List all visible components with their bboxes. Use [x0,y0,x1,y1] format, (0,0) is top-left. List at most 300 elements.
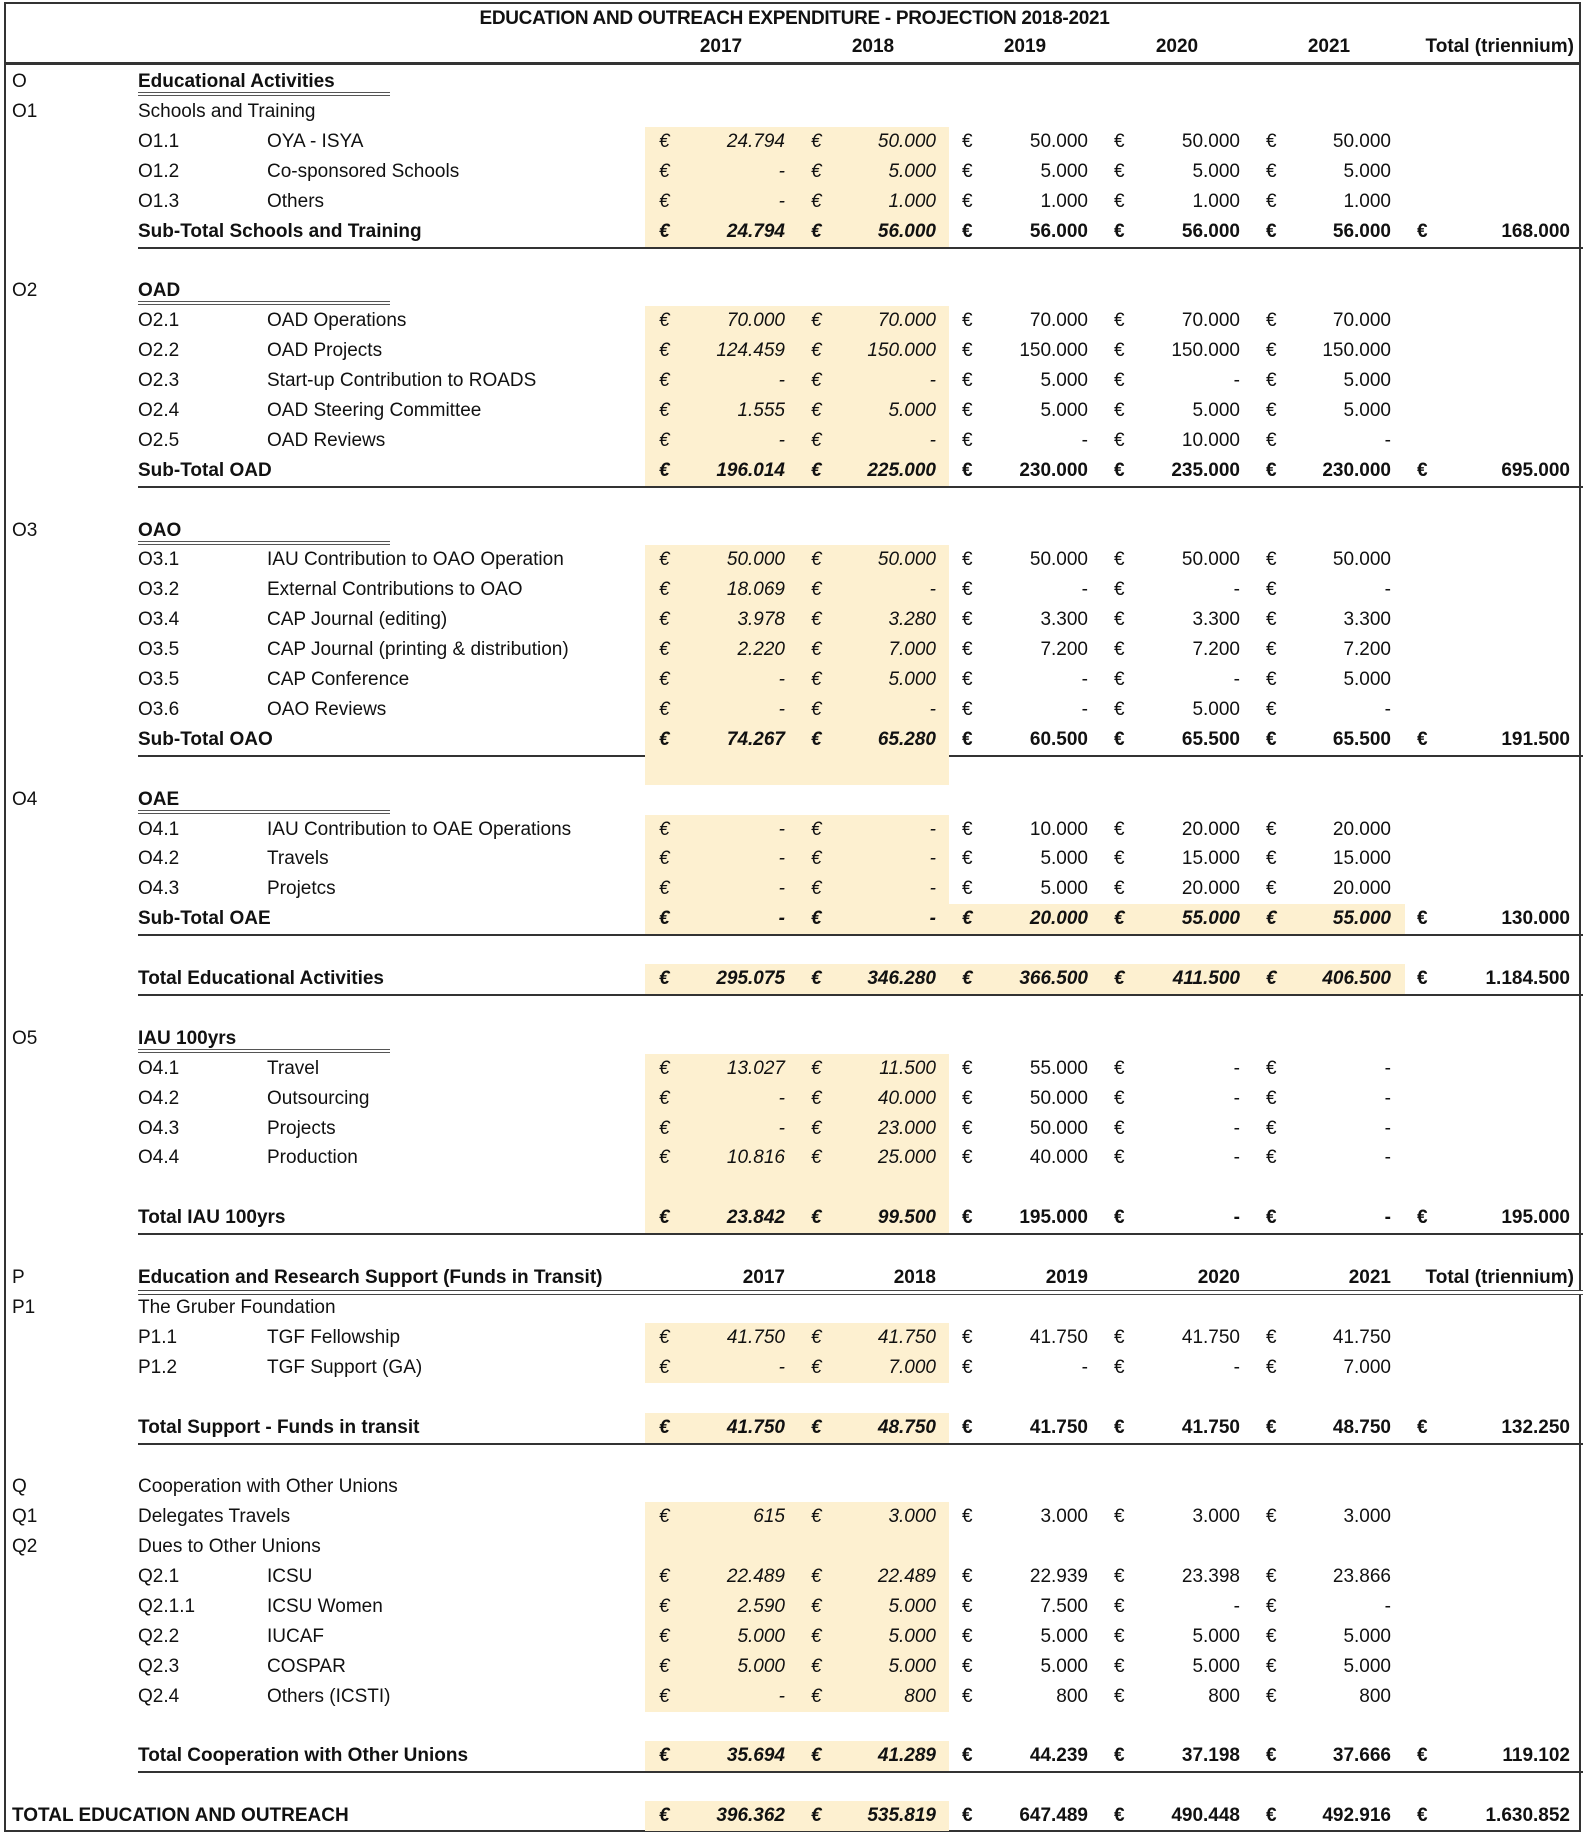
value-2018: - [929,818,936,840]
euro-sign: € [1114,549,1125,571]
value-2021: 41.750 [1332,1326,1391,1348]
value-2017: 23.842 [726,1207,785,1229]
column-header-2018: 2018 [851,36,895,57]
euro-sign: € [962,1416,973,1438]
euro-sign: € [1266,1356,1277,1378]
row-label: IAU Contribution to OAO Operation [267,549,564,571]
euro-sign: € [1266,669,1277,690]
value-2018: 65.280 [877,728,936,750]
value-2020: - [1233,1117,1240,1139]
value-2018: 41.750 [877,1326,936,1348]
value-2017: 196.014 [716,459,785,481]
value-2019: 5.000 [1040,1655,1088,1677]
total-header: Total (triennium) [1425,1267,1574,1288]
euro-sign: € [1266,1805,1277,1827]
value-2020: 10.000 [1181,429,1240,451]
value-2019: 5.000 [1040,399,1088,421]
row-code: Q1 [12,1506,38,1528]
table-row-item [0,306,1589,336]
row-subcode: O3.6 [138,698,180,720]
value-2018: 5.000 [888,1655,936,1677]
value-2018: 1.000 [888,190,936,212]
row-label: CAP Conference [267,669,410,690]
euro-sign: € [1417,1805,1428,1827]
triennium-total: 130.000 [1501,908,1570,930]
row-code: O1 [12,100,38,122]
value-2017: - [778,370,785,391]
euro-sign: € [962,1805,973,1827]
euro-sign: € [962,1057,973,1079]
value-2017: 124.459 [716,340,785,362]
value-2021: - [1384,1117,1391,1139]
value-2018: 3.000 [888,1506,936,1528]
euro-sign: € [1266,818,1277,840]
value-2018: 70.000 [877,310,936,332]
value-2021: 492.916 [1322,1805,1391,1827]
euro-sign: € [1114,1506,1125,1528]
row-label: Travels [267,848,329,870]
euro-sign: € [1266,908,1277,930]
column-header-2019: 2019 [1003,36,1047,57]
euro-sign: € [811,160,822,182]
euro-sign: € [659,579,670,601]
value-2020: 490.448 [1171,1805,1240,1827]
row-label [138,71,390,96]
euro-sign: € [659,220,670,242]
row-label: TGF Support (GA) [267,1356,423,1378]
euro-sign: € [1266,1416,1277,1438]
value-2020: 15.000 [1181,848,1240,870]
euro-sign: € [962,908,973,930]
value-2018: 7.000 [888,639,936,661]
euro-sign: € [659,310,670,332]
value-2021: 3.000 [1343,1506,1391,1528]
table-row-section [0,67,1589,97]
euro-sign: € [1114,1685,1125,1707]
table-row-item [0,1084,1589,1114]
value-2017: 35.694 [726,1745,785,1767]
value-2021: 20.000 [1332,878,1391,900]
value-2017: 22.489 [726,1566,785,1587]
value-2019: 5.000 [1040,848,1088,870]
value-2020: - [1233,1087,1240,1109]
euro-sign: € [962,579,973,601]
header-divider [4,62,1581,65]
row-label: Projects [267,1117,336,1139]
value-2018: 99.500 [877,1207,936,1229]
row-label: OYA - ISYA [267,130,364,152]
euro-sign: € [1266,1566,1277,1587]
table-row-blank [0,934,1589,964]
value-2017: - [778,1685,785,1707]
value-2019: 150.000 [1019,340,1088,362]
row-label: Delegates Travels [138,1506,291,1528]
euro-sign: € [1114,1416,1125,1438]
table-row-item [0,665,1589,695]
row-label: OAD Reviews [267,429,386,451]
value-2019: 44.239 [1029,1745,1088,1767]
euro-sign: € [1114,1745,1125,1767]
euro-sign: € [811,908,822,930]
value-2018: - [929,579,936,601]
euro-sign: € [962,310,973,332]
euro-sign: € [659,1057,670,1079]
row-label: TGF Fellowship [267,1326,401,1348]
euro-sign: € [659,818,670,840]
euro-sign: € [1114,1207,1125,1229]
value-2020: 5.000 [1192,1625,1240,1647]
value-2017: 5.000 [737,1655,785,1677]
euro-sign: € [811,1326,822,1348]
euro-sign: € [1114,1625,1125,1647]
euro-sign: € [811,190,822,212]
value-2021: 7.000 [1343,1356,1391,1378]
value-2019: 230.000 [1019,459,1088,481]
euro-sign: € [1266,579,1277,601]
euro-sign: € [811,818,822,840]
value-2017: 396.362 [716,1805,785,1827]
row-label: Total IAU 100yrs [138,1207,286,1229]
table-row-group [0,97,1589,127]
euro-sign: € [659,130,670,152]
euro-sign: € [1114,310,1125,332]
row-subcode: Q2.2 [138,1625,180,1647]
euro-sign: € [1114,130,1125,152]
row-label [138,520,390,545]
value-2021: 230.000 [1322,459,1391,481]
table-row-item [0,605,1589,635]
euro-sign: € [811,1207,822,1229]
euro-sign: € [1114,728,1125,750]
value-2020: 5.000 [1192,698,1240,720]
value-2020: 3.300 [1192,609,1240,631]
euro-sign: € [659,1595,670,1617]
table-row-item [0,127,1589,157]
value-2021: - [1384,1147,1391,1169]
row-label: Schools and Training [138,100,316,122]
row-subcode: Q2.4 [138,1685,180,1707]
value-2021: 50.000 [1332,549,1391,571]
euro-sign: € [1266,878,1277,900]
row-label: Sub-Total OAE [138,908,271,930]
value-2017: - [778,160,785,182]
section-heading: OAE [138,790,390,814]
value-2017: 70.000 [726,310,785,332]
value-2018: 50.000 [877,549,936,571]
euro-sign: € [811,429,822,451]
row-code: Q [12,1476,27,1498]
value-2017: 3.978 [737,609,785,631]
euro-sign: € [962,728,973,750]
table-row-blank [0,1771,1589,1801]
value-2017: 5.000 [737,1625,785,1647]
value-2017: - [778,1087,785,1109]
euro-sign: € [962,1356,973,1378]
value-2021: 3.300 [1343,609,1391,631]
euro-sign: € [659,340,670,362]
table-row-blank [0,246,1589,276]
table-row-item [0,1353,1589,1383]
value-2018: 48.750 [877,1416,936,1438]
euro-sign: € [962,1595,973,1617]
value-2019: 5.000 [1040,370,1088,391]
value-2020: 50.000 [1181,549,1240,571]
row-subcode: O3.5 [138,669,180,690]
value-2018: 23.000 [877,1117,936,1139]
row-code: P [12,1267,25,1288]
euro-sign: € [1114,1057,1125,1079]
value-2017: 50.000 [726,549,785,571]
triennium-total: 119.102 [1502,1745,1570,1767]
value-2017: 24.794 [726,130,785,152]
table-row-item [0,1652,1589,1682]
value-2021: - [1384,579,1391,601]
euro-sign: € [811,579,822,601]
euro-sign: € [659,848,670,870]
row-label: CAP Journal (editing) [267,609,448,631]
table-row-group [0,1472,1589,1502]
value-2017: - [778,848,785,870]
euro-sign: € [1114,190,1125,212]
value-2018: 3.280 [888,609,936,631]
euro-sign: € [962,549,973,571]
value-2019: 1.000 [1040,190,1088,212]
row-subcode: O1.3 [138,190,180,212]
triennium-total: 195.000 [1501,1207,1570,1229]
euro-sign: € [659,1416,670,1438]
value-2019: 7.200 [1040,639,1088,661]
value-2020: - [1233,370,1240,391]
euro-sign: € [1114,609,1125,631]
row-code: O [12,71,27,92]
triennium-total: 168.000 [1501,220,1570,242]
euro-sign: € [1114,429,1125,451]
column-header-2017: 2017 [699,36,743,57]
euro-sign: € [1417,968,1428,989]
euro-sign: € [1266,549,1277,571]
euro-sign: € [1266,1506,1277,1528]
value-2019: 55.000 [1029,1057,1088,1079]
euro-sign: € [1114,1356,1125,1378]
value-2019: 195.000 [1019,1207,1088,1229]
euro-sign: € [811,968,822,989]
table-row-blank [0,486,1589,516]
euro-sign: € [962,968,973,989]
euro-sign: € [1417,459,1428,481]
euro-sign: € [811,370,822,391]
value-2018: 225.000 [867,459,936,481]
triennium-total: 1.184.500 [1485,968,1570,989]
euro-sign: € [1114,1326,1125,1348]
euro-sign: € [659,370,670,391]
euro-sign: € [1114,1087,1125,1109]
euro-sign: € [659,968,670,989]
row-code: O5 [12,1027,38,1049]
value-2021: 5.000 [1343,160,1391,182]
row-subcode: O2.4 [138,399,180,421]
value-2017: - [778,908,785,930]
row-code: O3 [12,519,38,541]
euro-sign: € [962,878,973,900]
row-subcode: O2.1 [138,310,180,332]
euro-sign: € [1266,1087,1277,1109]
row-label [138,789,390,814]
euro-sign: € [811,1087,822,1109]
euro-sign: € [1266,698,1277,720]
euro-sign: € [1114,1117,1125,1139]
table-row-subtotal [0,1413,1589,1443]
value-2019: 7.500 [1040,1595,1088,1617]
row-label: TOTAL EDUCATION AND OUTREACH [12,1805,349,1827]
value-2020: 23.398 [1181,1566,1240,1587]
value-2019: 50.000 [1029,549,1088,571]
euro-sign: € [811,1655,822,1677]
euro-sign: € [1266,1207,1277,1229]
euro-sign: € [811,1745,822,1767]
value-2020: - [1233,1595,1240,1617]
value-2018: 150.000 [867,340,936,362]
row-label: Total Cooperation with Other Unions [138,1745,469,1767]
euro-sign: € [1266,310,1277,332]
table-row-item [0,844,1589,874]
euro-sign: € [962,429,973,451]
euro-sign: € [811,549,822,571]
value-2021: - [1384,1207,1391,1229]
euro-sign: € [1266,1057,1277,1079]
euro-sign: € [659,1805,670,1827]
row-subcode: O4.1 [138,1057,180,1079]
euro-sign: € [659,399,670,421]
euro-sign: € [1266,160,1277,182]
value-2020: 3.000 [1192,1506,1240,1528]
euro-sign: € [811,1625,822,1647]
euro-sign: € [659,190,670,212]
euro-sign: € [659,429,670,451]
euro-sign: € [962,1117,973,1139]
table-row-section [0,785,1589,815]
value-2019: 3.000 [1040,1506,1088,1528]
value-2017: - [778,698,785,720]
euro-sign: € [962,130,973,152]
euro-sign: € [1114,639,1125,661]
euro-sign: € [1417,1745,1428,1767]
euro-sign: € [962,1745,973,1767]
year-header: 2021 [1348,1267,1391,1288]
table-row-item [0,635,1589,665]
table-row-subtotal [0,964,1589,994]
value-2021: 15.000 [1332,848,1391,870]
euro-sign: € [811,1117,822,1139]
row-label: Others [267,190,325,212]
value-2018: - [929,908,936,930]
table-row-pheader [0,1263,1589,1293]
value-2021: 5.000 [1343,370,1391,391]
value-2019: 70.000 [1029,310,1088,332]
sheet-title: EDUCATION AND OUTREACH EXPENDITURE - PROJECTION 2018-2021 [479,8,1110,29]
value-2019: 50.000 [1029,130,1088,152]
row-subcode: O4.3 [138,1117,180,1139]
value-2019: 41.750 [1029,1326,1088,1348]
value-2020: 1.000 [1192,190,1240,212]
euro-sign: € [1114,1805,1125,1827]
euro-sign: € [1266,1117,1277,1139]
euro-sign: € [811,1685,822,1707]
table-row-item [0,1054,1589,1084]
euro-sign: € [1417,1207,1428,1229]
euro-sign: € [811,1356,822,1378]
euro-sign: € [811,848,822,870]
column-header-2020: 2020 [1155,36,1199,57]
euro-sign: € [1266,728,1277,750]
table-row-item [0,396,1589,426]
euro-sign: € [1417,728,1428,750]
highlight-cell [797,1173,949,1203]
euro-sign: € [1114,878,1125,900]
row-subcode: O4.3 [138,878,180,900]
value-2017: 18.069 [726,579,785,601]
table-row-subtotal [0,904,1589,934]
euro-sign: € [1266,370,1277,391]
value-2021: 1.000 [1343,190,1391,212]
table-row-subtotal [0,1741,1589,1771]
euro-sign: € [811,1595,822,1617]
table-row-item [0,1143,1589,1173]
table-row-blank [0,994,1589,1024]
value-2021: 5.000 [1343,669,1391,690]
value-2018: 5.000 [888,160,936,182]
row-label: Projetcs [267,878,336,900]
value-2019: 41.750 [1029,1416,1088,1438]
row-label: Co-sponsored Schools [267,160,460,182]
value-2021: 150.000 [1322,340,1391,362]
euro-sign: € [659,459,670,481]
value-2021: - [1384,1595,1391,1617]
euro-sign: € [962,459,973,481]
table-row-item [0,336,1589,366]
row-label: Start-up Contribution to ROADS [267,370,537,391]
table-row-grand [0,1801,1589,1831]
value-2019: 50.000 [1029,1117,1088,1139]
row-label: OAD Projects [267,340,383,362]
row-label: Dues to Other Unions [138,1536,321,1558]
euro-sign: € [811,1506,822,1528]
euro-sign: € [1417,1416,1428,1438]
value-2017: 295.075 [716,968,785,989]
row-label: Sub-Total Schools and Training [138,220,422,242]
column-header-2021: 2021 [1307,36,1351,57]
value-2019: 40.000 [1029,1147,1088,1169]
euro-sign: € [1266,459,1277,481]
euro-sign: € [1266,399,1277,421]
value-2019: 50.000 [1029,1087,1088,1109]
euro-sign: € [811,1805,822,1827]
highlight-cell [645,1173,797,1203]
row-label: Total Support - Funds in transit [138,1416,420,1438]
euro-sign: € [811,1566,822,1587]
year-header: 2019 [1045,1267,1088,1288]
euro-sign: € [1266,1595,1277,1617]
euro-sign: € [811,340,822,362]
value-2018: 56.000 [877,220,936,242]
value-2020: 41.750 [1181,1326,1240,1348]
euro-sign: € [811,1416,822,1438]
value-2018: - [929,429,936,451]
euro-sign: € [659,698,670,720]
row-subcode: P1.1 [138,1326,178,1348]
value-2020: 37.198 [1181,1745,1240,1767]
euro-sign: € [811,878,822,900]
value-2021: - [1384,429,1391,451]
